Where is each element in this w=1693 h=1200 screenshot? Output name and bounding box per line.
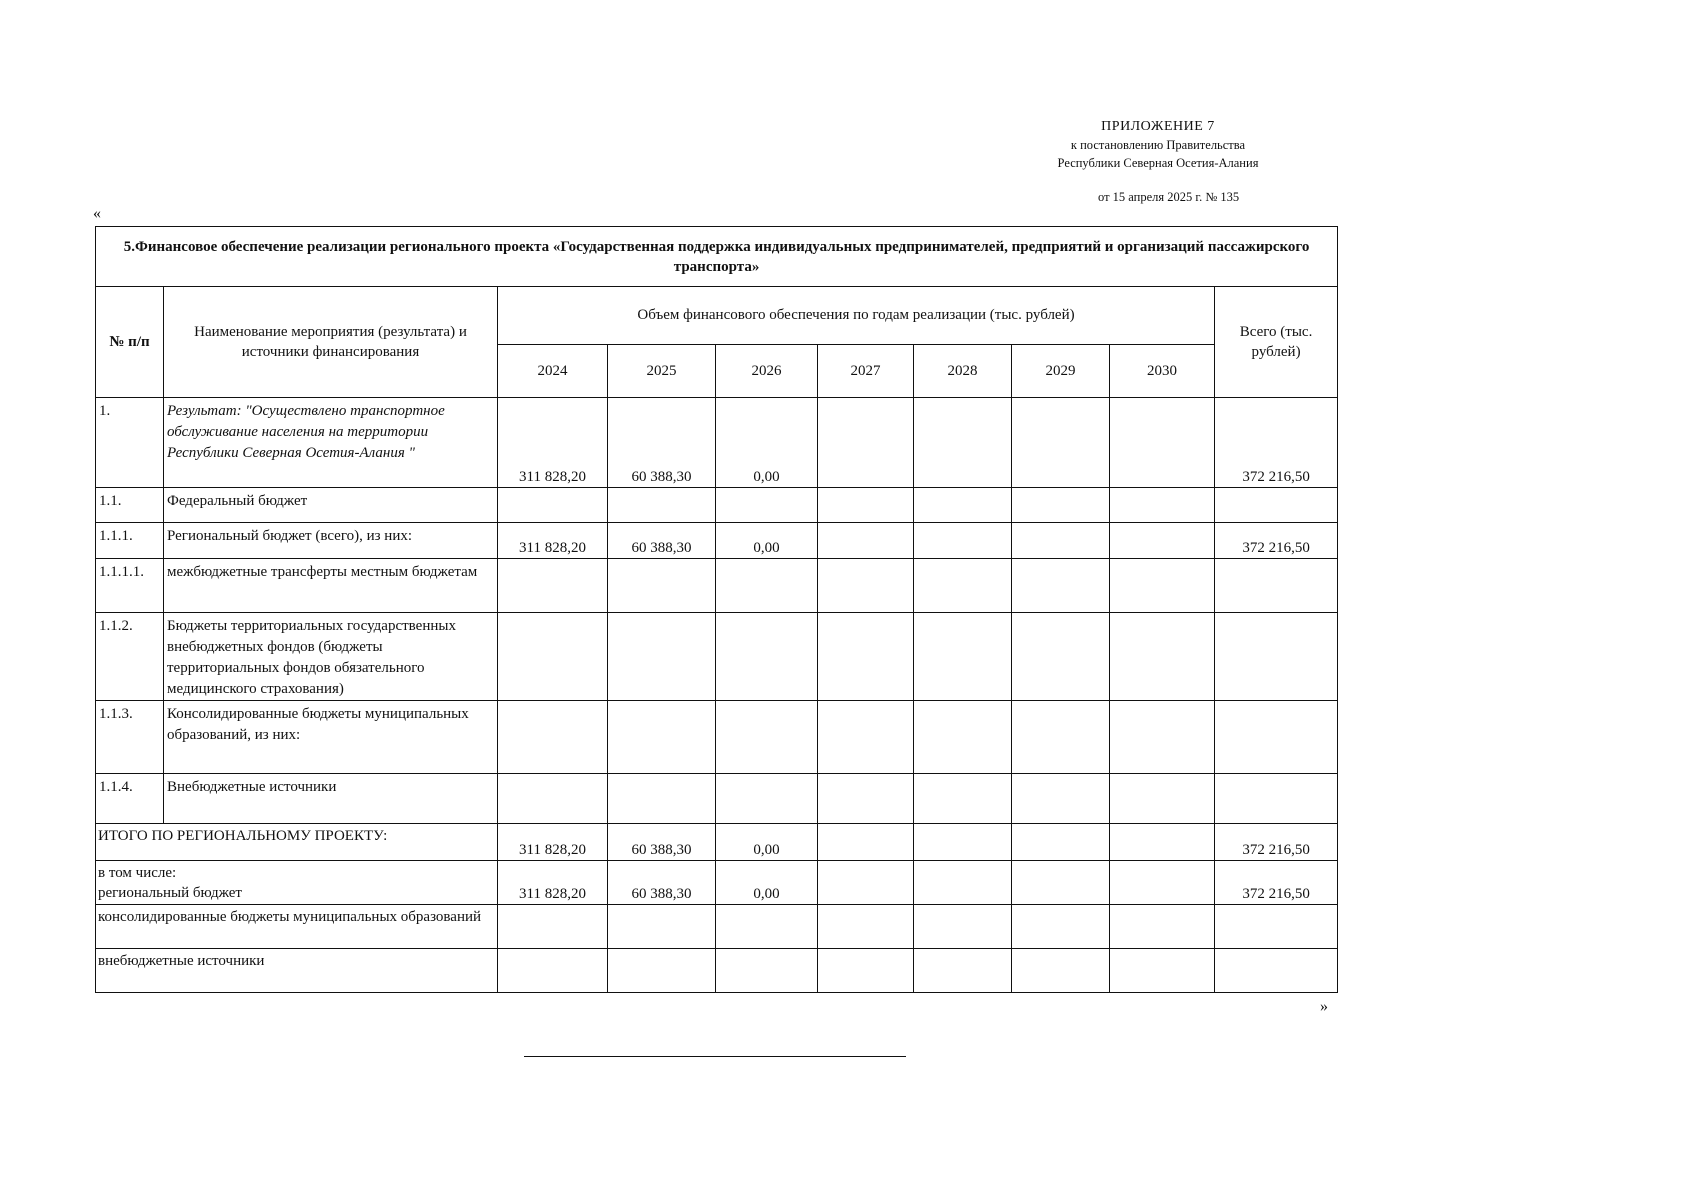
summary-value-cell	[818, 861, 914, 905]
appendix-line2: Республики Северная Осетия-Алания	[1057, 156, 1259, 170]
summary-value-cell: 60 388,30	[608, 861, 716, 905]
value-cell	[818, 523, 914, 559]
value-cell: 311 828,20	[498, 523, 608, 559]
value-cell	[1012, 523, 1110, 559]
header-year-0: 2024	[498, 345, 608, 398]
value-cell	[608, 488, 716, 523]
summary-name-line2: региональный бюджет	[98, 885, 242, 901]
summary-value-cell	[1012, 949, 1110, 993]
summary-value-cell: 60 388,30	[608, 824, 716, 861]
row-name: Региональный бюджет (всего), из них:	[164, 523, 498, 559]
value-cell	[1110, 613, 1215, 701]
summary-row	[96, 824, 1338, 861]
value-cell	[818, 398, 914, 488]
header-year-2: 2026	[716, 345, 818, 398]
value-cell	[1110, 523, 1215, 559]
summary-name: ИТОГО ПО РЕГИОНАЛЬНОМУ ПРОЕКТУ:	[96, 824, 498, 861]
row-number: 1.1.	[96, 488, 164, 523]
value-cell	[818, 488, 914, 523]
summary-value-cell	[1110, 861, 1215, 905]
header-volume: Объем финансового обеспечения по годам реализации (тыс. рублей)	[498, 287, 1215, 345]
value-cell	[1110, 488, 1215, 523]
summary-value-cell: 0,00	[716, 861, 818, 905]
value-cell	[716, 613, 818, 701]
summary-value-cell	[608, 949, 716, 993]
separator-line	[524, 1056, 906, 1057]
header-name: Наименование мероприятия (результата) и источники финансирования	[164, 287, 498, 398]
summary-value-cell	[716, 905, 818, 949]
value-cell	[914, 523, 1012, 559]
summary-total-cell: 372 216,50	[1215, 824, 1338, 861]
value-cell	[1012, 559, 1110, 613]
opening-quote: «	[93, 205, 101, 222]
header-year-5: 2029	[1012, 345, 1110, 398]
header-year-4: 2028	[914, 345, 1012, 398]
financing-table	[95, 226, 1338, 993]
total-cell: 372 216,50	[1215, 523, 1338, 559]
value-cell	[914, 398, 1012, 488]
value-cell	[608, 701, 716, 774]
table-caption: 5.Финансовое обеспечение реализации регионального проекта «Государственная поддержка индивидуальных предпринимателей, предприятий и организаций пассажирского транспорта»	[96, 227, 1338, 287]
value-cell	[716, 559, 818, 613]
header-num: № п/п	[96, 287, 164, 398]
table-row	[96, 701, 1338, 774]
header-total: Всего (тыс. рублей)	[1215, 287, 1338, 398]
value-cell	[498, 613, 608, 701]
value-cell	[716, 701, 818, 774]
summary-name-line1: в том числе:	[98, 865, 177, 881]
value-cell	[1110, 398, 1215, 488]
value-cell	[716, 774, 818, 824]
value-cell	[914, 613, 1012, 701]
summary-value-cell	[1012, 861, 1110, 905]
value-cell: 311 828,20	[498, 398, 608, 488]
value-cell	[498, 559, 608, 613]
summary-name: внебюджетные источники	[96, 949, 498, 993]
total-cell: 372 216,50	[1215, 398, 1338, 488]
summary-value-cell: 0,00	[716, 824, 818, 861]
value-cell	[914, 488, 1012, 523]
value-cell	[914, 774, 1012, 824]
total-cell	[1215, 701, 1338, 774]
row-number: 1.1.1.1.	[96, 559, 164, 613]
value-cell	[1110, 774, 1215, 824]
total-cell	[1215, 613, 1338, 701]
summary-row	[96, 905, 1338, 949]
value-cell	[818, 559, 914, 613]
value-cell	[1012, 774, 1110, 824]
value-cell	[498, 774, 608, 824]
closing-quote: »	[1320, 998, 1328, 1015]
row-number: 1.1.3.	[96, 701, 164, 774]
row-number: 1.1.1.	[96, 523, 164, 559]
appendix-header	[1028, 118, 1288, 172]
summary-value-cell	[818, 824, 914, 861]
value-cell	[818, 701, 914, 774]
row-name: межбюджетные трансферты местным бюджетам	[164, 559, 498, 613]
table-row	[96, 398, 1338, 488]
table-row	[96, 774, 1338, 824]
value-cell	[498, 488, 608, 523]
summary-value-cell	[1012, 824, 1110, 861]
value-cell	[608, 613, 716, 701]
summary-value-cell	[608, 905, 716, 949]
summary-name	[96, 861, 498, 905]
total-cell	[1215, 488, 1338, 523]
summary-value-cell: 311 828,20	[498, 861, 608, 905]
value-cell	[1110, 559, 1215, 613]
summary-value-cell	[1012, 905, 1110, 949]
value-cell	[608, 774, 716, 824]
appendix-line1: к постановлению Правительства	[1070, 138, 1246, 152]
value-cell	[914, 559, 1012, 613]
row-name: Внебюджетные источники	[164, 774, 498, 824]
summary-total-cell: 372 216,50	[1215, 861, 1338, 905]
row-name: Бюджеты территориальных государственных внебюджетных фондов (бюджеты территориальных фондов обязательного медицинского страхования)	[164, 613, 498, 701]
row-number: 1.1.2.	[96, 613, 164, 701]
row-name: Консолидированные бюджеты муниципальных образований, из них:	[164, 701, 498, 774]
row-number: 1.	[96, 398, 164, 488]
table-row	[96, 613, 1338, 701]
value-cell	[914, 701, 1012, 774]
appendix-title: ПРИЛОЖЕНИЕ 7	[1101, 119, 1215, 134]
value-cell	[1012, 488, 1110, 523]
summary-row	[96, 861, 1338, 905]
summary-value-cell	[914, 861, 1012, 905]
summary-name: консолидированные бюджеты муниципальных образований	[96, 905, 498, 949]
value-cell	[716, 488, 818, 523]
value-cell	[608, 559, 716, 613]
summary-value-cell	[1110, 949, 1215, 993]
summary-value-cell	[1110, 905, 1215, 949]
table-row	[96, 523, 1338, 559]
summary-total-cell	[1215, 949, 1338, 993]
summary-value-cell	[818, 905, 914, 949]
appendix-date: от 15 апреля 2025 г. № 135	[1098, 190, 1240, 204]
summary-value-cell: 311 828,20	[498, 824, 608, 861]
total-cell	[1215, 559, 1338, 613]
table-row	[96, 559, 1338, 613]
value-cell	[1012, 398, 1110, 488]
value-cell: 0,00	[716, 398, 818, 488]
header-year-6: 2030	[1110, 345, 1215, 398]
header-year-3: 2027	[818, 345, 914, 398]
table-row	[96, 488, 1338, 523]
summary-total-cell	[1215, 905, 1338, 949]
summary-value-cell	[914, 949, 1012, 993]
value-cell: 60 388,30	[608, 398, 716, 488]
summary-value-cell	[914, 824, 1012, 861]
value-cell	[1012, 701, 1110, 774]
value-cell	[1110, 701, 1215, 774]
summary-value-cell	[1110, 824, 1215, 861]
value-cell	[818, 613, 914, 701]
summary-value-cell	[498, 905, 608, 949]
row-name: Результат: "Осуществлено транспортное обслуживание населения на территории Республики Северная Осетия-Алания "	[164, 398, 498, 488]
row-name: Федеральный бюджет	[164, 488, 498, 523]
value-cell	[1012, 613, 1110, 701]
summary-value-cell	[716, 949, 818, 993]
value-cell	[818, 774, 914, 824]
summary-row	[96, 949, 1338, 993]
summary-value-cell	[914, 905, 1012, 949]
value-cell: 60 388,30	[608, 523, 716, 559]
header-year-1: 2025	[608, 345, 716, 398]
total-cell	[1215, 774, 1338, 824]
value-cell	[498, 701, 608, 774]
summary-value-cell	[818, 949, 914, 993]
row-number: 1.1.4.	[96, 774, 164, 824]
summary-value-cell	[498, 949, 608, 993]
value-cell: 0,00	[716, 523, 818, 559]
